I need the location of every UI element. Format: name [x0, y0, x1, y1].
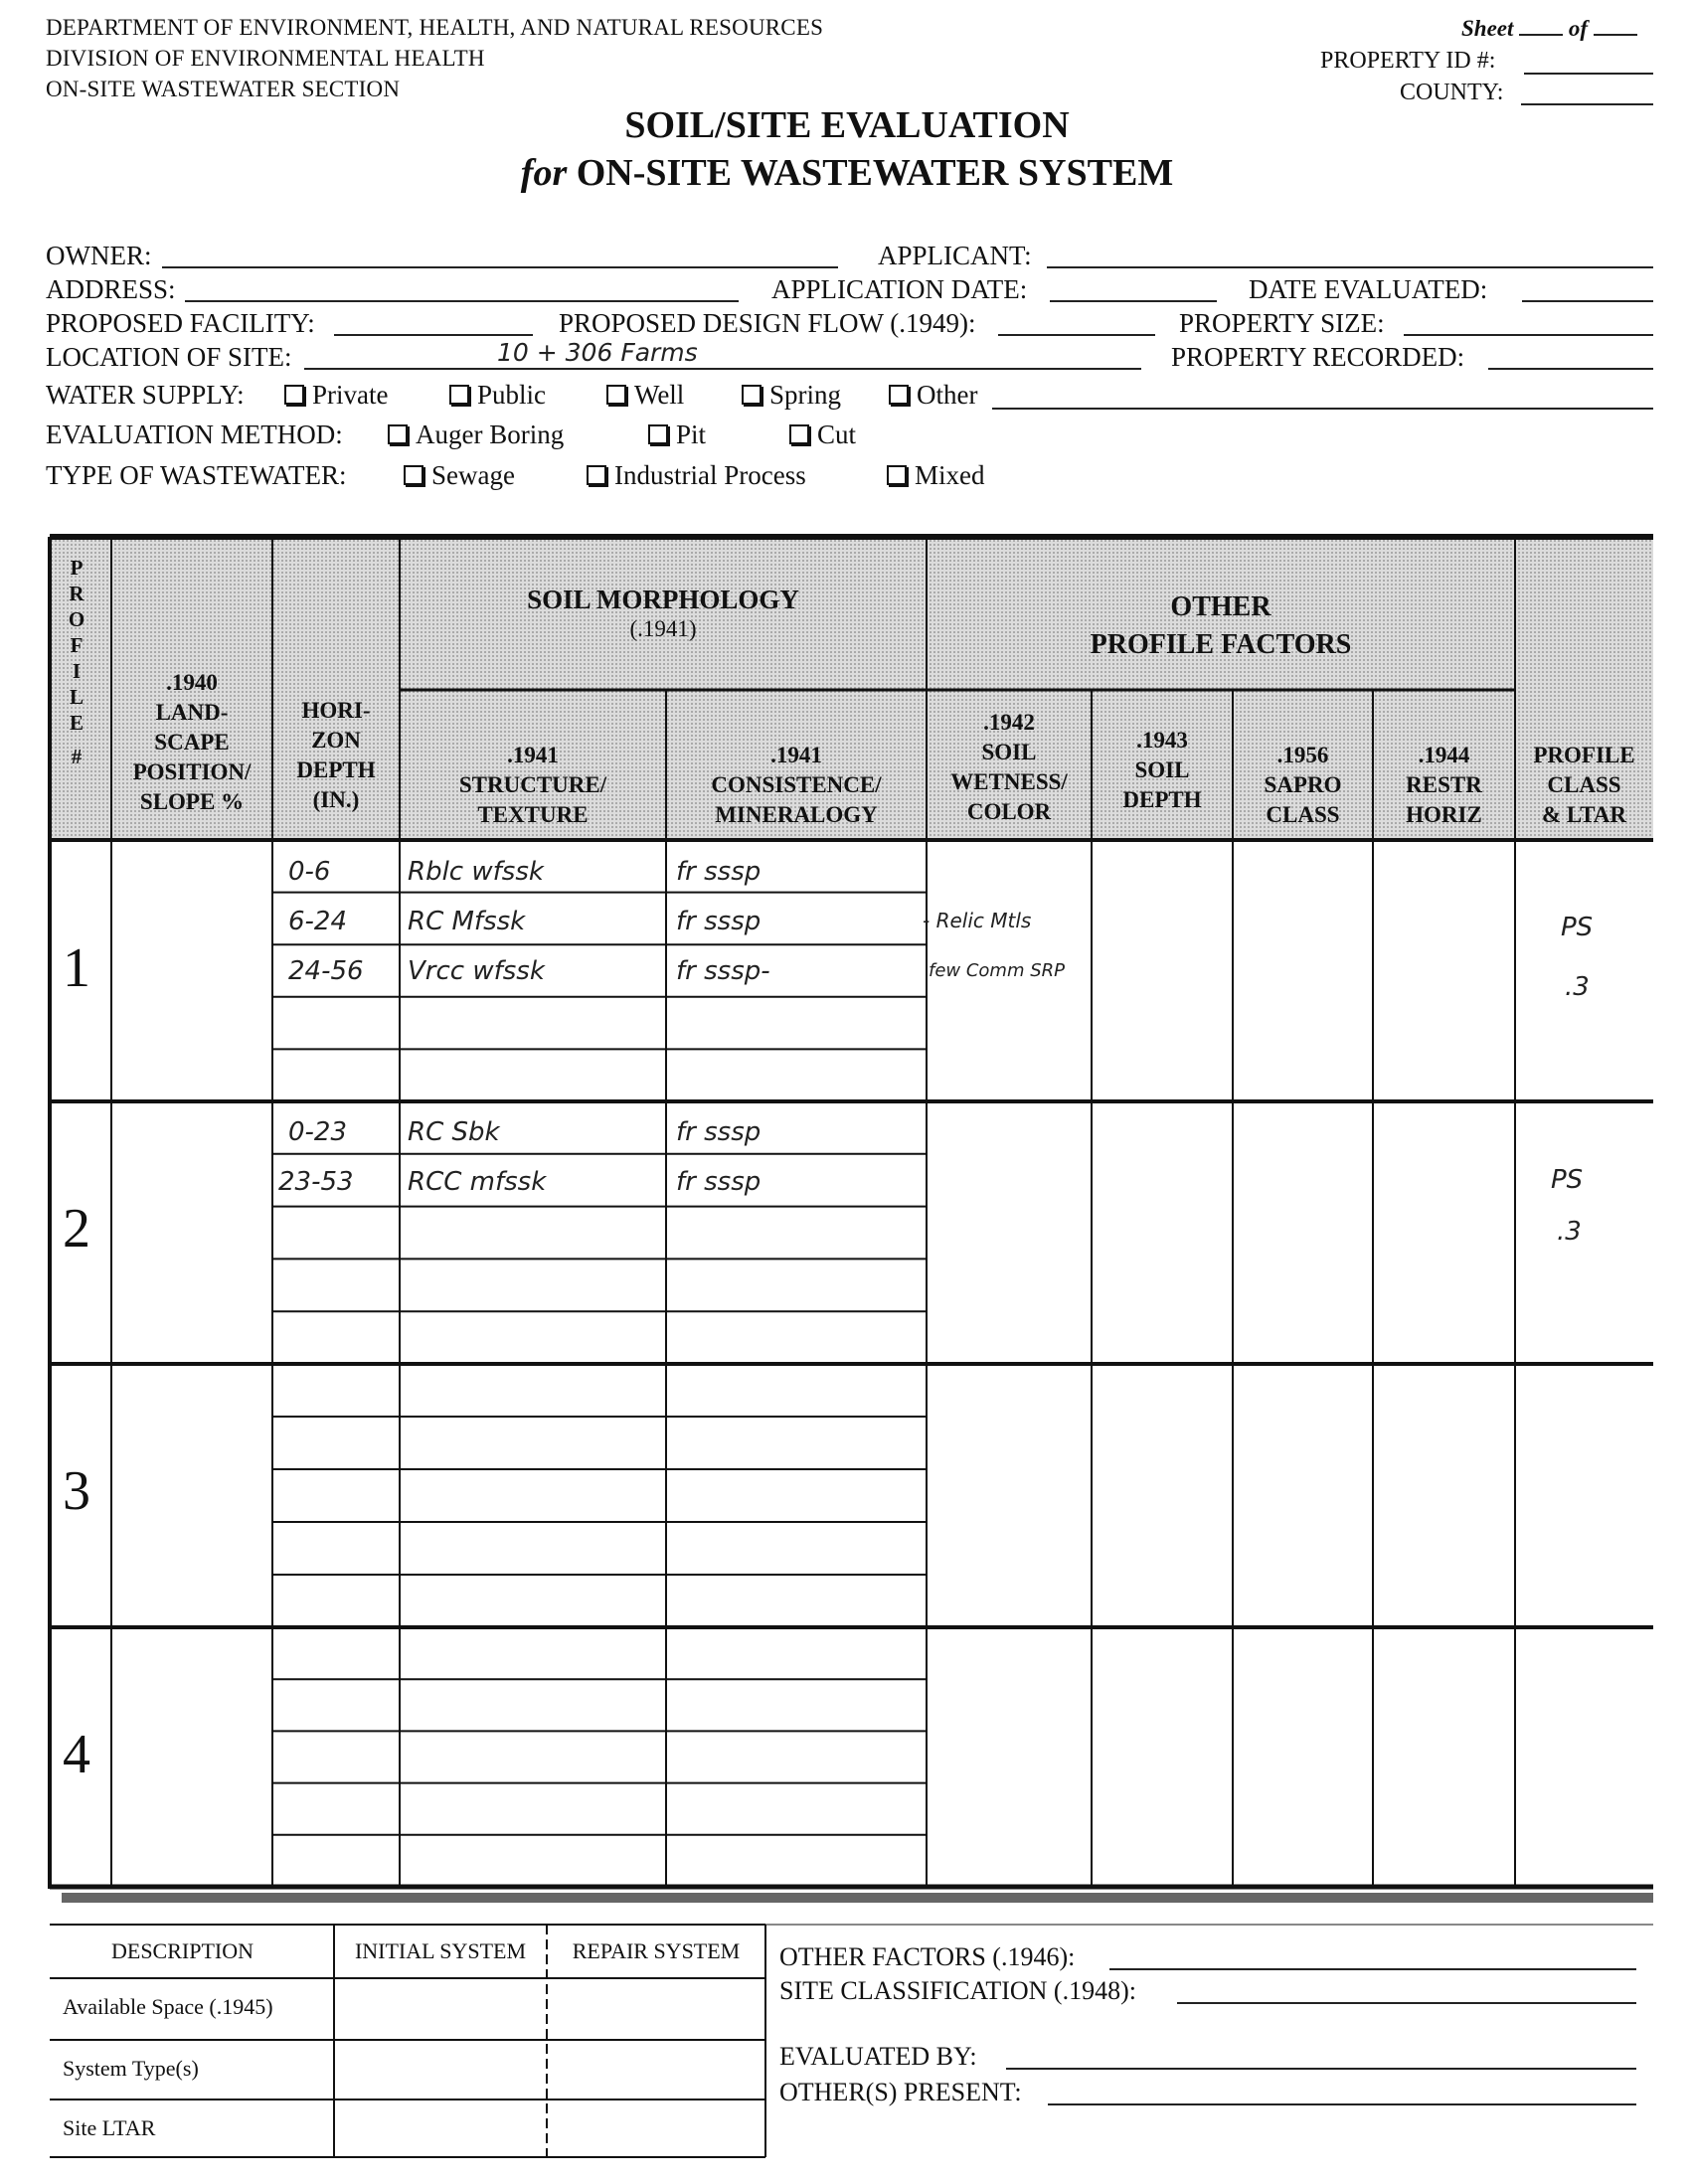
p2-class-value: PS — [1551, 1165, 1584, 1195]
site-classification-label: SITE CLASSIFICATION (.1948): — [779, 1976, 1136, 2005]
landscape-column-header: .1940 LAND- SCAPE POSITION/ SLOPE % — [132, 670, 252, 814]
dept-line-1: DEPARTMENT OF ENVIRONMENT, HEALTH, AND NATURAL RESOURCES — [46, 15, 824, 40]
proposed-facility-label: PROPOSED FACILITY: — [46, 308, 315, 338]
evaluation-method-label: EVALUATION METHOD: — [46, 420, 343, 449]
description-header: DESCRIPTION — [111, 1938, 254, 1963]
application-date-label: APPLICATION DATE: — [771, 274, 1028, 304]
soil-depth-header: .1943 SOIL DEPTH — [1122, 728, 1202, 812]
design-flow-label: PROPOSED DESIGN FLOW (.1949): — [559, 308, 976, 338]
p1-row1-consistence: fr sssp — [676, 857, 762, 887]
date-evaluated-label: DATE EVALUATED: — [1249, 274, 1488, 304]
p2-row2-depth: 23-53 — [278, 1167, 354, 1197]
profile-column-header: P R O F I L E # — [68, 556, 85, 768]
p1-row1-structure: Rblc wfssk — [408, 857, 544, 887]
water-spring-checkbox[interactable]: Spring — [742, 380, 841, 411]
p1-ltar-value: .3 — [1565, 972, 1590, 1002]
p1-row3-consistence: fr sssp- — [676, 956, 770, 986]
initial-system-header: INITIAL SYSTEM — [354, 1938, 527, 1963]
other-factors-field[interactable] — [1109, 1968, 1636, 1970]
horizon-depth-column-header: HORI- ZON DEPTH (IN.) — [296, 698, 376, 812]
form-title: SOIL/SITE EVALUATION — [624, 104, 1070, 146]
profile-class-header: PROFILE CLASS & LTAR — [1533, 743, 1635, 827]
evaluated-by-field[interactable] — [1006, 2068, 1636, 2070]
property-size-label: PROPERTY SIZE: — [1179, 308, 1385, 338]
wastewater-sewage-checkbox[interactable]: Sewage — [404, 460, 515, 491]
p1-row2-structure: RC Mfssk — [408, 907, 526, 936]
p1-row3-depth: 24-56 — [288, 956, 364, 986]
p2-row2-structure: RCC mfssk — [408, 1167, 547, 1197]
method-auger-checkbox[interactable]: Auger Boring — [388, 420, 564, 450]
p1-row1-depth: 0-6 — [288, 857, 331, 887]
water-supply-label: WATER SUPPLY: — [46, 380, 245, 410]
system-type-label: System Type(s) — [63, 2056, 199, 2081]
sapro-class-header: .1956 SAPRO CLASS — [1264, 743, 1342, 827]
county-label: COUNTY: — [1400, 80, 1504, 105]
p1-wetness-note-1: - Relic Mtls — [923, 909, 1032, 932]
dept-line-3: ON-SITE WASTEWATER SECTION — [46, 77, 401, 101]
p1-wetness-note-2: few Comm SRP — [929, 960, 1066, 981]
water-other-checkbox[interactable]: Other — [889, 380, 977, 411]
soil-wetness-header: .1942 SOIL WETNESS/ COLOR — [950, 710, 1068, 824]
profile-number-3: 3 — [63, 1460, 90, 1522]
p1-class-value: PS — [1561, 913, 1594, 942]
available-space-label: Available Space (.1945) — [63, 1994, 273, 2019]
restr-horiz-header: .1944 RESTR HORIZ — [1406, 743, 1482, 827]
consistence-mineralogy-header: .1941 CONSISTENCE/ MINERALOGY — [711, 743, 882, 827]
p2-row1-structure: RC Sbk — [408, 1117, 500, 1147]
title-for: for — [520, 152, 568, 194]
water-public-checkbox[interactable]: Public — [449, 380, 546, 411]
p1-row2-depth: 6-24 — [288, 907, 348, 936]
location-label: LOCATION OF SITE: — [46, 342, 292, 372]
method-pit-checkbox[interactable]: Pit — [648, 420, 706, 450]
p2-ltar-value: .3 — [1557, 1217, 1582, 1247]
soil-morphology-header: SOIL MORPHOLOGY (.1941) — [527, 585, 799, 641]
property-id-label: PROPERTY ID #: — [1320, 48, 1496, 74]
profile-number-2: 2 — [63, 1198, 90, 1260]
p1-row2-consistence: fr sssp — [676, 907, 762, 936]
address-label: ADDRESS: — [46, 274, 176, 304]
wastewater-mixed-checkbox[interactable]: Mixed — [887, 460, 985, 491]
p1-row3-structure: Vrcc wfssk — [408, 956, 545, 986]
other-profile-factors-header: OTHER PROFILE FACTORS — [1090, 591, 1352, 660]
others-present-field[interactable] — [1048, 2103, 1636, 2105]
site-classification-field[interactable] — [1177, 2002, 1636, 2004]
others-present-label: OTHER(S) PRESENT: — [779, 2078, 1022, 2106]
repair-system-header: REPAIR SYSTEM — [572, 1938, 741, 1963]
water-well-checkbox[interactable]: Well — [606, 380, 684, 411]
sheet-label: Sheet — [1461, 16, 1514, 41]
location-value: 10 + 306 Farms — [497, 338, 698, 367]
of-label: of — [1568, 16, 1589, 41]
profile-number-1: 1 — [63, 937, 90, 999]
owner-label: OWNER: — [46, 241, 152, 270]
other-factors-label: OTHER FACTORS (.1946): — [779, 1942, 1076, 1971]
site-ltar-label: Site LTAR — [63, 2115, 156, 2140]
property-recorded-label: PROPERTY RECORDED: — [1171, 342, 1465, 372]
applicant-label: APPLICANT: — [878, 241, 1032, 270]
p2-row2-consistence: fr sssp — [676, 1167, 762, 1197]
water-private-checkbox[interactable]: Private — [284, 380, 388, 411]
structure-texture-header: .1941 STRUCTURE/ TEXTURE — [458, 743, 607, 827]
wastewater-industrial-checkbox[interactable]: Industrial Process — [587, 460, 806, 491]
wastewater-label: TYPE OF WASTEWATER: — [46, 460, 347, 490]
p2-row1-consistence: fr sssp — [676, 1117, 762, 1147]
dept-line-2: DIVISION OF ENVIRONMENTAL HEALTH — [46, 46, 485, 71]
title-line-2: ON-SITE WASTEWATER SYSTEM — [576, 152, 1174, 194]
evaluated-by-label: EVALUATED BY: — [779, 2042, 977, 2071]
method-cut-checkbox[interactable]: Cut — [789, 420, 856, 450]
p2-row1-depth: 0-23 — [288, 1117, 348, 1147]
profile-number-4: 4 — [63, 1724, 90, 1785]
